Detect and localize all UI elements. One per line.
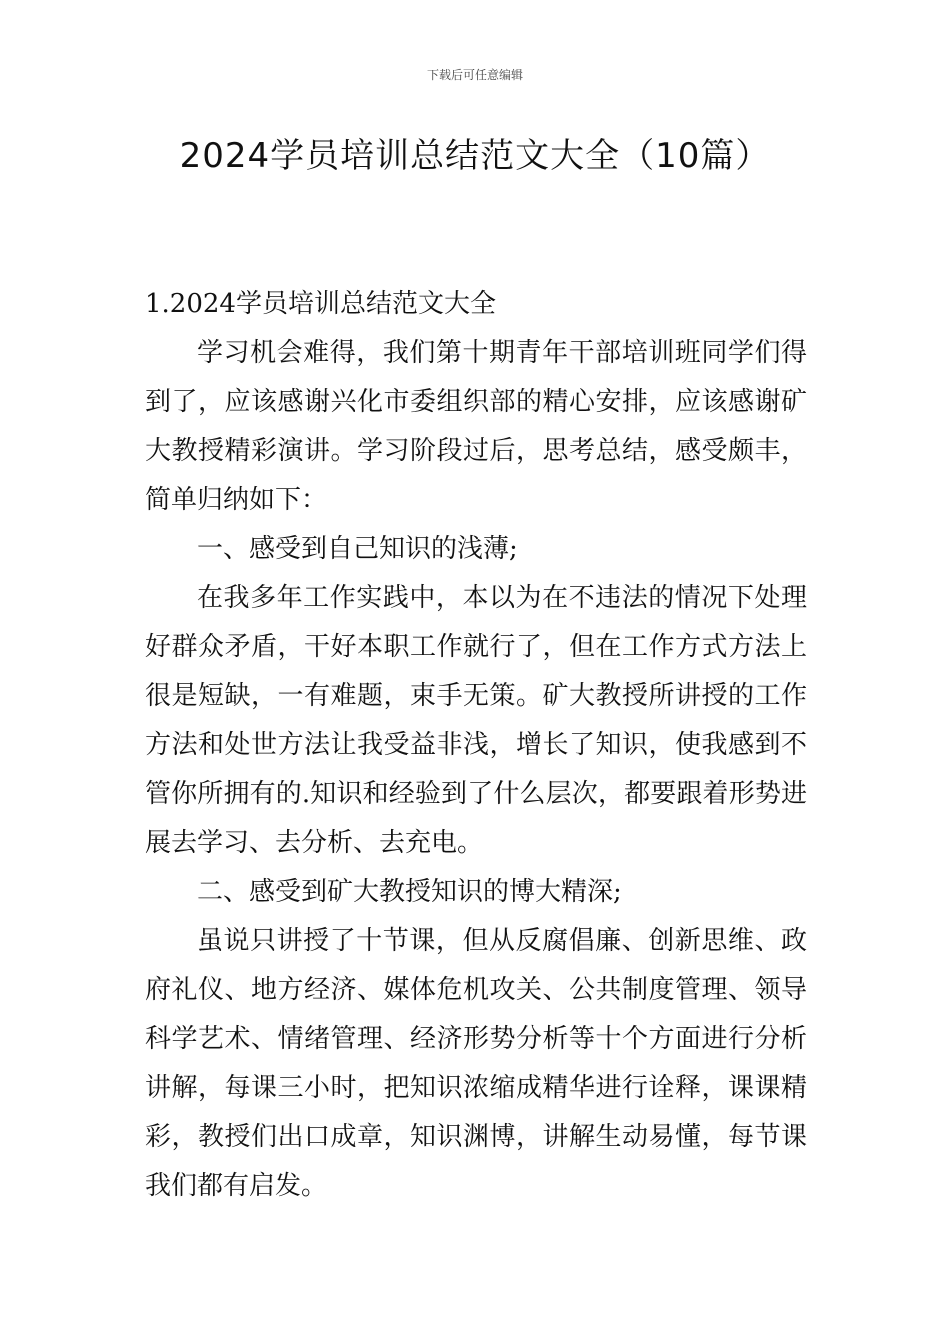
paragraph-point-2: 虽说只讲授了十节课，但从反腐倡廉、创新思维、政府礼仪、地方经济、媒体危机攻关、公共制度管理、领导科学艺术、情绪管理、经济形势分析等十个方面进行分析讲解，每课三小时，把知识浓缩成精华进行诠释，课课精彩，教授们出口成章，知识渊博，讲解生动易懂，每节课我们都有启发。 [145, 926, 807, 1201]
header-note: 下载后可任意编辑 [426, 68, 523, 82]
paragraph-intro: 学习机会难得，我们第十期青年干部培训班同学们得到了，应该感谢兴化市委组织部的精心安排，应该感谢矿大教授精彩演讲。学习阶段过后，思考总结，感受颇丰，简单归纳如下： [145, 338, 807, 515]
document-body [145, 280, 807, 1211]
document-title: 2024学员培训总结范文大全（10篇） [179, 136, 771, 176]
point-heading-2: 二、感受到矿大教授知识的博大精深; [197, 877, 622, 907]
paragraph-point-1: 在我多年工作实践中，本以为在不违法的情况下处理好群众矛盾，干好本职工作就行了，但在工作方式方法上很是短缺，一有难题，束手无策。矿大教授所讲授的工作方法和处世方法让我受益非浅，增长了知识，使我感到不管你所拥有的.知识和经验到了什么层次，都要跟着形势进展去学习、去分析、去充电。 [145, 583, 807, 858]
section-heading: 1.2024学员培训总结范文大全 [145, 289, 496, 319]
point-heading-1: 一、感受到自己知识的浅薄; [197, 534, 518, 564]
